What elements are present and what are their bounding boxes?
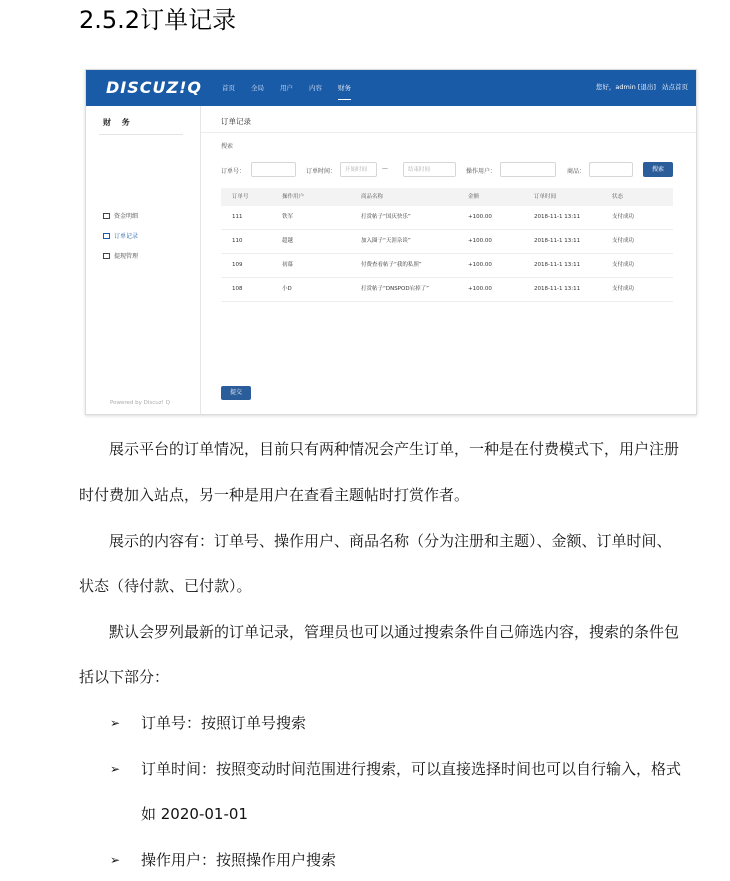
- table-row: [221, 278, 673, 302]
- cell-order-no: 108: [232, 286, 243, 292]
- arrow-bullet-icon: ➢: [110, 762, 121, 776]
- cell-order-no: 109: [232, 262, 243, 268]
- sidebar-item-fund-details[interactable]: [103, 211, 138, 220]
- orders-table: [221, 188, 673, 302]
- sidebar-item-label: 订单记录: [114, 233, 139, 240]
- arrow-bullet-icon: ➢: [110, 853, 121, 867]
- cell-order-time: 2018-11-1 13:11: [534, 286, 581, 292]
- sidebar-item-withdrawals[interactable]: [103, 251, 138, 260]
- table-row: [221, 254, 673, 278]
- nav-users[interactable]: 用户: [280, 84, 293, 92]
- cell-status: 支付成功: [612, 238, 635, 244]
- cell-operator: 铁军: [282, 214, 294, 220]
- cell-goods: 打赏帖子“DNSPOD宕掉了”: [361, 286, 429, 292]
- cell-order-time: 2018-11-1 13:11: [534, 262, 581, 268]
- table-row: [221, 206, 673, 230]
- bullet-text: 操作用户：按照操作用户搜索: [141, 851, 337, 869]
- main-panel: [201, 106, 696, 414]
- cell-order-time: 2018-11-1 13:11: [534, 214, 581, 220]
- admin-screenshot: [85, 69, 697, 415]
- goods-input[interactable]: [589, 162, 633, 177]
- paragraph-intro-cont: 时付费加入站点，另一种是用户在查看主题帖时打赏作者。: [79, 486, 470, 504]
- top-navbar: [86, 70, 696, 106]
- header-operator: 操作用户: [282, 194, 305, 200]
- sidebar-item-label: 资金明细: [114, 213, 139, 220]
- sidebar: [86, 106, 201, 414]
- logo[interactable]: DISCUZ!Q: [106, 78, 202, 97]
- sidebar-item-order-records[interactable]: [103, 231, 138, 240]
- range-separator: —: [382, 165, 388, 172]
- order-no-label: 订单号：: [221, 168, 246, 175]
- cell-order-no: 110: [232, 238, 243, 244]
- section-title: 2.5.2订单记录: [79, 6, 237, 34]
- bullet-continuation: 如 2020-01-01: [141, 805, 248, 823]
- cell-operator: 初幕: [282, 262, 294, 268]
- operator-label: 操作用户：: [466, 168, 497, 175]
- cell-operator: 小D: [282, 286, 292, 292]
- page-title: 订单记录: [221, 117, 251, 126]
- cell-amount: +100.00: [468, 262, 492, 268]
- cell-amount: +100.00: [468, 214, 492, 220]
- user-area: [592, 70, 688, 104]
- order-no-input[interactable]: [251, 162, 296, 177]
- table-row: [221, 230, 673, 254]
- nav-finance[interactable]: 财务: [338, 70, 351, 106]
- header-amount: 金额: [468, 194, 480, 200]
- arrow-bullet-icon: ➢: [110, 716, 121, 730]
- bullet-text: 订单号：按照订单号搜索: [141, 714, 307, 732]
- sidebar-item-label: 提现管理: [114, 253, 139, 260]
- start-time-input[interactable]: 开始时间: [340, 162, 377, 177]
- paragraph-intro: 展示平台的订单情况，目前只有两种情况会产生订单，一种是在付费模式下，用户注册: [109, 440, 680, 458]
- sidebar-title: 财 务: [103, 118, 134, 127]
- nav-content[interactable]: 内容: [309, 84, 322, 92]
- paragraph-fields: 展示的内容有：订单号、操作用户、商品名称（分为注册和主题）、金额、订单时间、: [109, 532, 672, 550]
- nav-global[interactable]: 全局: [251, 84, 264, 92]
- header-goods: 商品名称: [361, 194, 384, 200]
- powered-by: Powered by Discuz! Q: [110, 400, 170, 406]
- site-home-link[interactable]: 站点首页: [662, 83, 688, 91]
- paragraph-fields-cont: 状态（待付款、已付款）。: [79, 577, 252, 595]
- table-header: [221, 188, 673, 206]
- order-time-label: 订单时间：: [306, 168, 337, 175]
- cell-goods: 付费查看帖子“我的私照”: [361, 262, 422, 268]
- goods-label: 商品：: [567, 168, 586, 175]
- paragraph-search-cont: 括以下部分：: [79, 668, 170, 686]
- main-nav: [222, 70, 367, 106]
- list-icon: [103, 213, 110, 219]
- header-status: 状态: [612, 194, 624, 200]
- paragraph-search: 默认会罗列最新的订单记录，管理员也可以通过搜索条件自己筛选内容，搜索的条件包: [109, 623, 680, 641]
- cell-amount: +100.00: [468, 286, 492, 292]
- sidebar-divider: [99, 134, 183, 135]
- bullet-text: 订单时间：按照变动时间范围进行搜索，可以直接选择时间也可以自行输入，格式: [141, 760, 682, 778]
- cell-order-time: 2018-11-1 13:11: [534, 238, 581, 244]
- submit-button[interactable]: 提交: [221, 386, 251, 400]
- document-icon: [103, 233, 110, 239]
- search-section-label: 搜索: [221, 143, 234, 150]
- title-divider: [201, 132, 696, 133]
- search-button[interactable]: 搜索: [643, 162, 673, 177]
- nav-home[interactable]: 首页: [222, 84, 235, 92]
- cell-status: 支付成功: [612, 214, 635, 220]
- wallet-icon: [103, 253, 110, 259]
- cell-goods: 加入圈子“天涯杂谈”: [361, 238, 411, 244]
- cell-status: 支付成功: [612, 262, 635, 268]
- cell-order-no: 111: [232, 214, 243, 220]
- header-order-no: 订单号: [232, 194, 249, 200]
- header-order-time: 订单时间: [534, 194, 557, 200]
- user-greeting[interactable]: 您好，admin [退出]: [595, 83, 656, 91]
- end-time-input[interactable]: 结束时间: [403, 162, 456, 177]
- cell-goods: 打赏帖子“国庆快乐”: [361, 214, 411, 220]
- operator-input[interactable]: [500, 162, 556, 177]
- cell-operator: 超越: [282, 238, 294, 244]
- cell-status: 支付成功: [612, 286, 635, 292]
- cell-amount: +100.00: [468, 238, 492, 244]
